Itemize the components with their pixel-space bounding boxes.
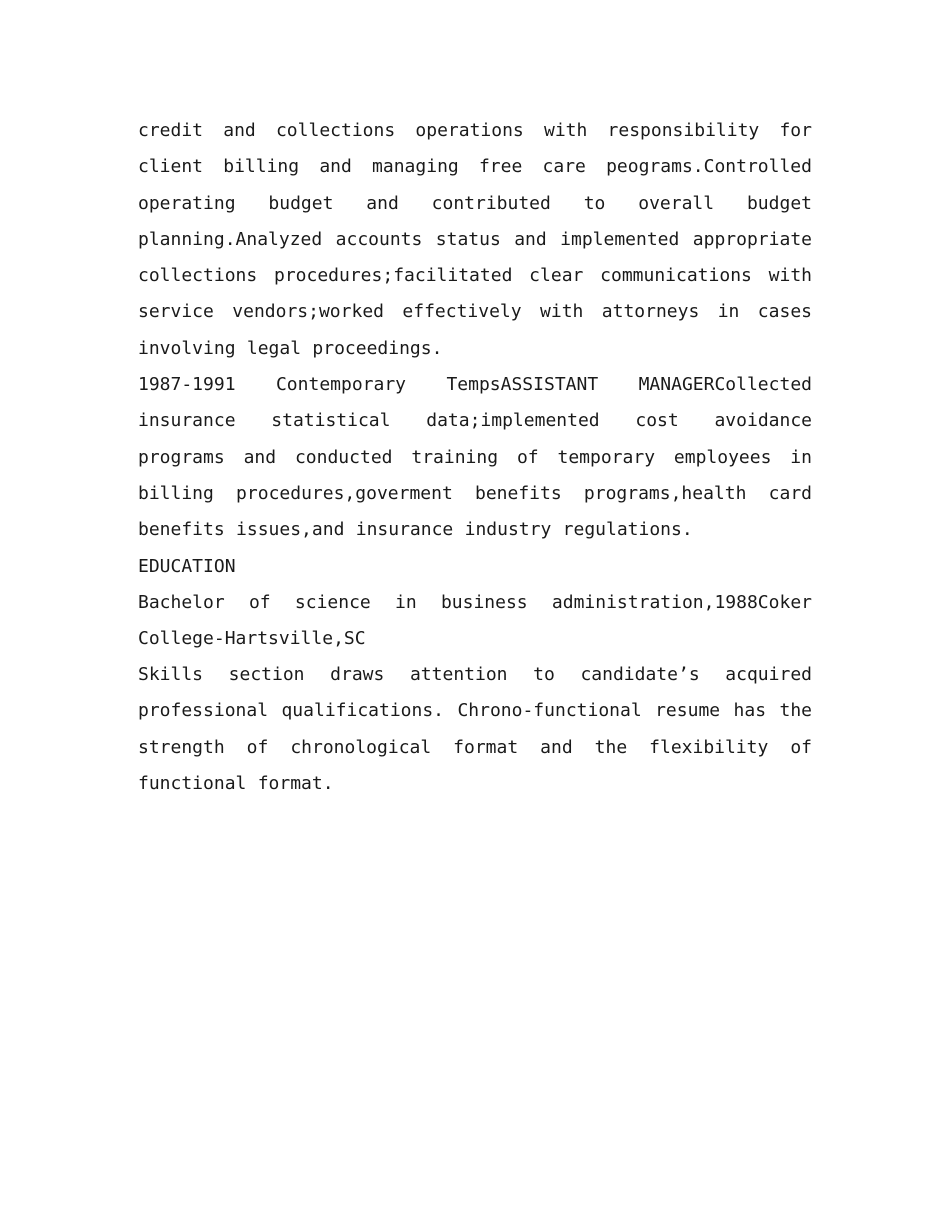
skills-note-paragraph: Skills section draws attention to candidate’s acquired professional qualifications. Chrono-functional resume has the strength of chronological format and the flexibility of functional format. — [138, 664, 812, 795]
education-heading: EDUCATION — [138, 555, 236, 577]
document-page — [138, 113, 812, 802]
education-paragraph: Bachelor of science in business administration,1988Coker College-Hartsville,SC — [138, 591, 812, 649]
experience-paragraph-collections: credit and collections operations with responsibility for client billing and managing free care peograms.Controlled operating budget and contributed to overall budget planning.Analyzed accounts status and implemented appropriate collections procedures;facilitated clear communications with service vendors;worked effectively with attorneys in cases involving legal proceedings. — [138, 120, 812, 359]
experience-paragraph-assistant-manager: 1987-1991 Contemporary TempsASSISTANT MANAGERCollected insurance statistical data;implemented cost avoidance programs and conducted training of temporary employees in billing procedures,goverment benefits programs,health card benefits issues,and insurance industry regulations. — [138, 374, 812, 541]
